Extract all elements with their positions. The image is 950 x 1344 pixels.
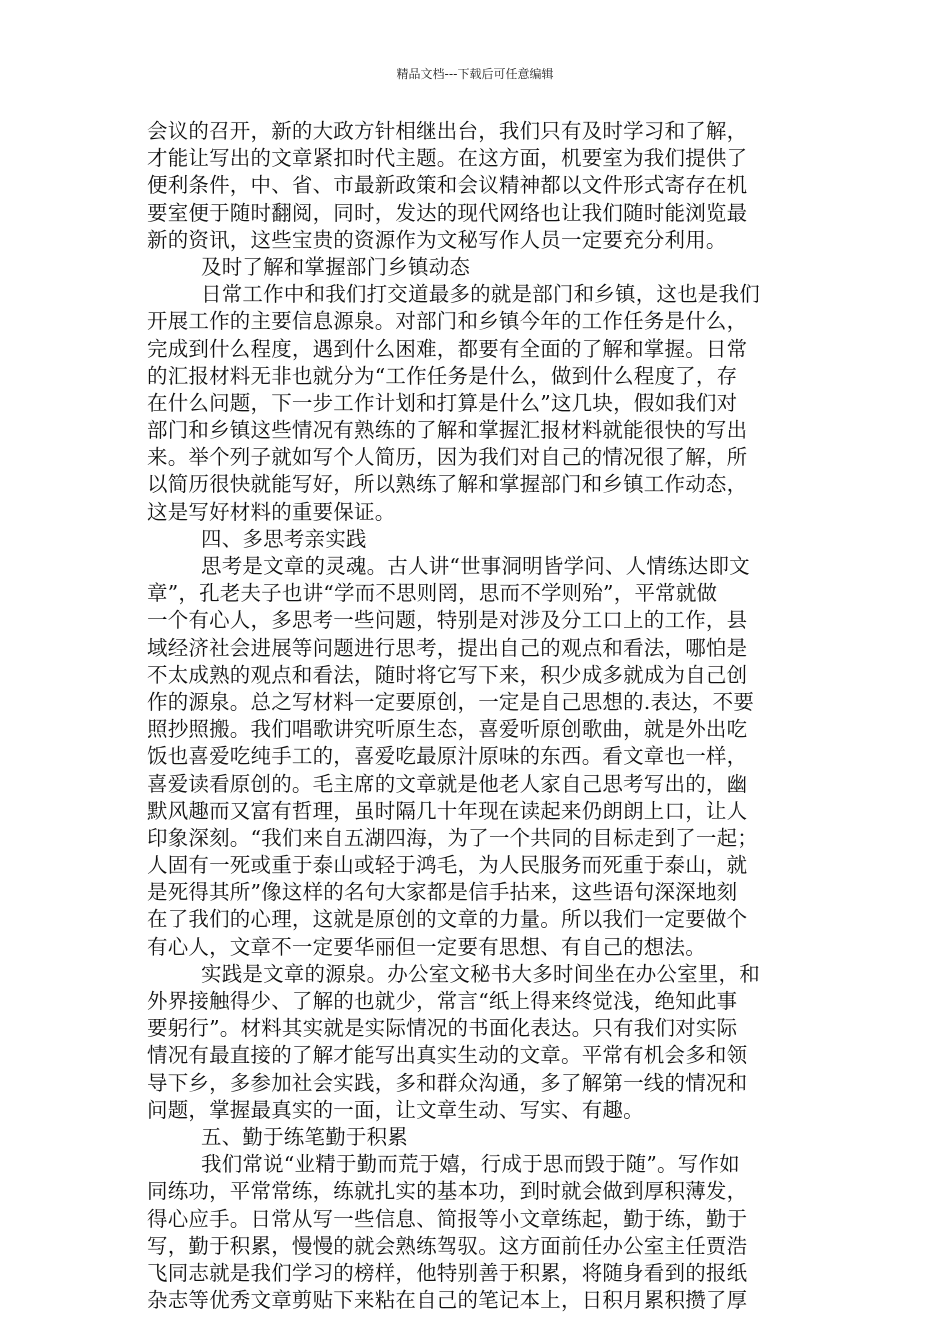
text-line: 问题，掌握最真实的一面，让文章生动、写实、有趣。 (147, 1097, 644, 1122)
text-line: 五、勤于练笔勤于积累 (201, 1124, 408, 1149)
text-line: 章”，孔老夫子也讲“学而不思则罔，思而不学则殆”，平常就做 (147, 581, 718, 606)
text-line: 导下乡，多参加社会实践，多和群众沟通，多了解第一线的情况和 (147, 1070, 748, 1095)
text-line: 思考是文章的灵魂。古人讲“世事洞明皆学问、人情练达即文 (201, 554, 750, 578)
text-line: 要躬行”。材料其实就是实际情况的书面化表达。只有我们对实际 (147, 1016, 738, 1041)
text-line: 有心人，文章不一定要华丽但一定要有思想、有自己的想法。 (147, 934, 706, 959)
text-line: 是死得其所”像这样的名句大家都是信手拈来，这些语句深深地刻 (147, 880, 738, 905)
text-line: 一个有心人，多思考一些问题，特别是对涉及分工口上的工作，县 (147, 608, 748, 633)
text-line: 喜爱读看原创的。毛主席的文章就是他老人家自己思考写出的，幽 (147, 771, 748, 796)
text-line: 同练功，平常常练，练就扎实的基本功，到时就会做到厚积薄发， (147, 1179, 748, 1204)
text-line: 实践是文章的源泉。办公室文秘书大多时间坐在办公室里，和 (201, 961, 760, 986)
text-line: 以简历很快就能写好，所以熟练了解和掌握部门和乡镇工作动态， (147, 472, 748, 497)
text-line: 开展工作的主要信息源泉。对部门和乡镇今年的工作任务是什么， (147, 309, 748, 334)
text-line: 及时了解和掌握部门乡镇动态 (201, 254, 471, 279)
text-line: 外界接触得少、了解的也就少，常言“纸上得来终觉浅，绝知此事 (147, 989, 738, 1013)
text-line: 情况有最直接的了解才能写出真实生动的文章。平常有机会多和领 (147, 1043, 748, 1068)
text-line: 在什么问题，下一步工作计划和打算是什么”这几块，假如我们对 (147, 390, 738, 415)
document-body (147, 118, 807, 1314)
text-line: 默风趣而又富有哲理，虽时隔几十年现在读起来仍朗朗上口，让人 (147, 798, 748, 823)
text-line: 会议的召开，新的大政方针相继出台，我们只有及时学习和了解， (147, 119, 748, 143)
text-line: 我们常说“业精于勤而荒于嬉，行成于思而毁于随”。写作如 (201, 1152, 740, 1177)
text-line: 不太成熟的观点和看法，随时将它写下来，积少成多就成为自己创 (147, 662, 748, 687)
text-line: 才能让写出的文章紧扣时代主题。在这方面，机要室为我们提供了 (147, 146, 748, 171)
text-line: 照抄照搬。我们唱歌讲究听原生态，喜爱听原创歌曲，就是外出吃 (147, 717, 748, 742)
text-line: 人固有一死或重于泰山或轻于鸿毛，为人民服务而死重于泰山，就 (147, 853, 748, 878)
text-line: 便利条件，中、省、市最新政策和会议精神都以文件形式寄存在机 (147, 173, 748, 198)
text-line: 四、多思考亲实践 (201, 526, 367, 551)
text-line: 要室便于随时翻阅，同时，发达的现代网络也让我们随时能浏览最 (147, 200, 748, 225)
text-line: 作的源泉。总之写材料一定要原创，一定是自己思想的.表达，不要 (147, 689, 755, 714)
text-line: 印象深刻。“我们来自五湖四海，为了一个共同的目标走到了一起； (147, 825, 758, 850)
page-header: 精品文档---下载后可任意编辑 (396, 67, 554, 81)
text-line: 域经济社会进展等问题进行思考，提出自己的观点和看法，哪怕是 (147, 635, 748, 660)
text-line: 写，勤于积累，慢慢的就会熟练驾驭。这方面前任办公室主任贾浩 (147, 1233, 748, 1258)
text-line: 来。举个列子就如写个人简历，因为我们对自己的情况很了解，所 (147, 445, 748, 470)
text-line: 在了我们的心理，这就是原创的文章的力量。所以我们一定要做个 (147, 907, 748, 932)
text-line: 的汇报材料无非也就分为“工作任务是什么，做到什么程度了，存 (147, 363, 738, 388)
text-line: 这是写好材料的重要保证。 (147, 499, 396, 524)
text-line: 新的资讯，这些宝贵的资源作为文秘写作人员一定要充分利用。 (147, 227, 727, 252)
text-line: 完成到什么程度，遇到什么困难，都要有全面的了解和掌握。日常 (147, 336, 748, 361)
text-line: 飞同志就是我们学习的榜样，他特别善于积累，将随身看到的报纸 (147, 1260, 748, 1285)
text-line: 得心应手。日常从写一些信息、简报等小文章练起，勤于练，勤于 (147, 1206, 748, 1231)
text-line: 杂志等优秀文章剪贴下来粘在自己的笔记本上，日积月累积攒了厚 (147, 1288, 748, 1313)
text-line: 日常工作中和我们打交道最多的就是部门和乡镇，这也是我们 (201, 282, 760, 307)
text-line: 饭也喜爱吃纯手工的，喜爱吃最原汁原味的东西。看文章也一样， (147, 744, 748, 769)
text-line: 部门和乡镇这些情况有熟练的了解和掌握汇报材料就能很快的写出 (147, 418, 748, 443)
